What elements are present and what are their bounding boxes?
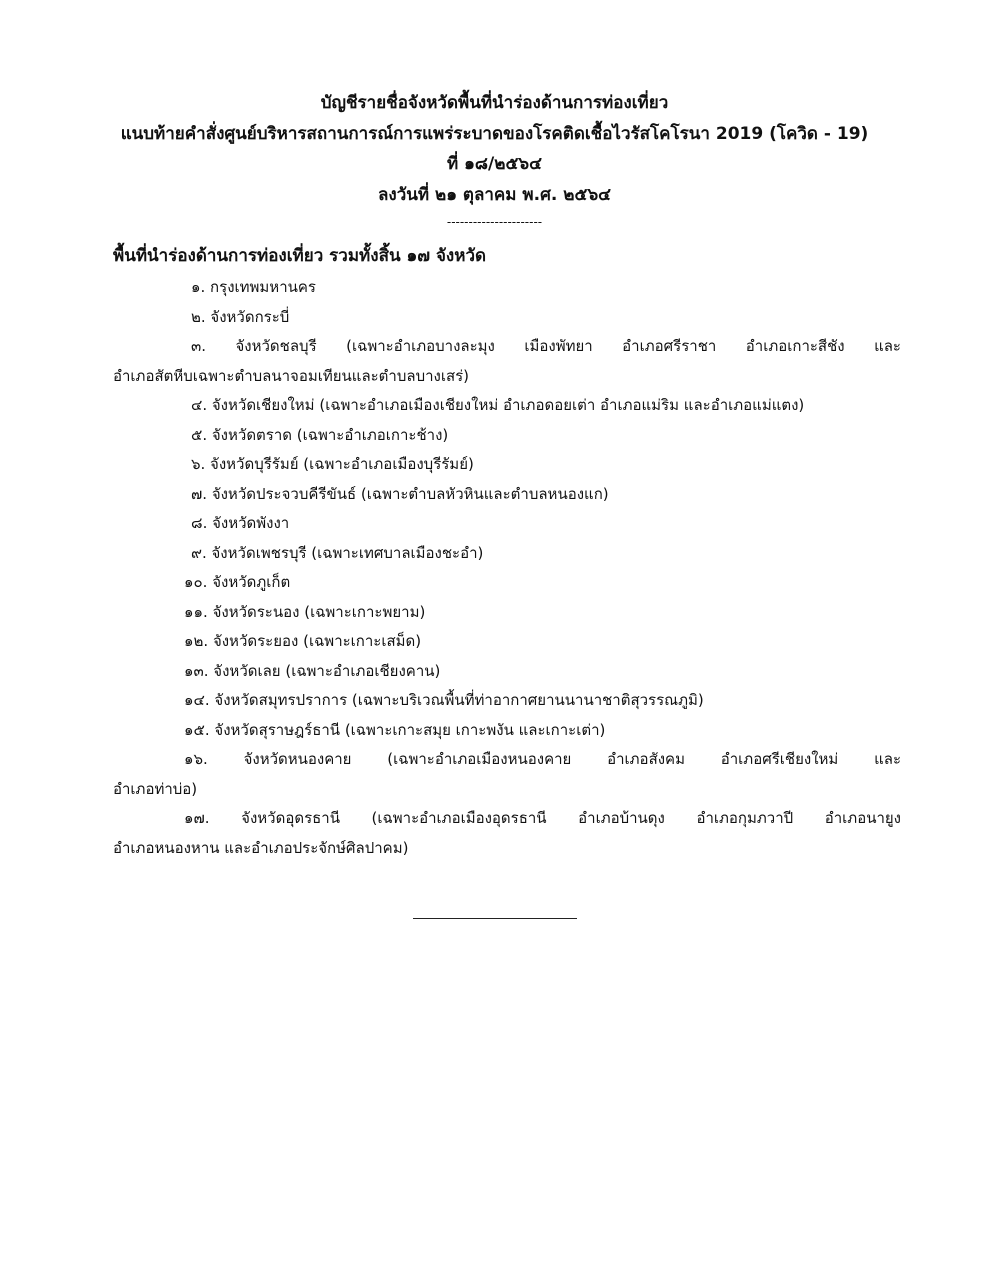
list-item-10: ๑๐. จังหวัดภูเก็ต [184,573,291,591]
list-item-16: ๑๖. จังหวัดหนองคาย (เฉพาะอำเภอเมืองหนองคาย อำเภอสังคม อำเภอศรีเชียงใหม่ และ [184,750,901,768]
header-separator: ---------------------- [446,215,543,229]
list-item-17: ๑๗. จังหวัดอุดรธานี (เฉพาะอำเภอเมืองอุดรธานี อำเภอบ้านดุง อำเภอกุมภวาปี อำเภอนายูง [184,809,901,827]
list-item-2: ๒. จังหวัดกระบี่ [191,307,290,326]
province-list [113,273,901,863]
order-number: ที่ ๑๘/๒๕๖๔ [447,154,542,174]
list-item-12: ๑๒. จังหวัดระยอง (เฉพาะเกาะเสม็ด) [184,632,422,650]
document-title: บัญชีรายชื่อจังหวัดพื้นที่นำร่องด้านการท่องเที่ยว [320,93,669,113]
list-item-9: ๙. จังหวัดเพชรบุรี (เฉพาะเทศบาลเมืองชะอำ) [191,543,484,562]
end-rule [413,918,577,919]
list-item-4: ๔. จังหวัดเชียงใหม่ (เฉพาะอำเภอเมืองเชียงใหม่ อำเภอดอยเต่า อำเภอแม่ริม และอำเภอแม่แตง) [191,396,805,414]
list-item-17-continuation: อำเภอหนองหาน และอำเภอประจักษ์ศิลปาคม) [113,838,409,857]
list-item-1: ๑. กรุงเทพมหานคร [191,278,316,296]
list-item-13: ๑๓. จังหวัดเลย (เฉพาะอำเภอเชียงคาน) [184,661,441,680]
list-item-7: ๗. จังหวัดประจวบคีรีขันธ์ (เฉพาะตำบลหัวหินและตำบลหนองแก) [191,484,609,503]
order-date: ลงวันที่ ๒๑ ตุลาคม พ.ศ. ๒๕๖๔ [378,185,611,205]
list-item-6: ๖. จังหวัดบุรีรัมย์ (เฉพาะอำเภอเมืองบุรีรัมย์) [191,455,474,473]
list-item-3: ๓. จังหวัดชลบุรี (เฉพาะอำเภอบางละมุง เมืองพัทยา อำเภอศรีราชา อำเภอเกาะสีชัง และ [191,337,901,355]
list-item-5: ๕. จังหวัดตราด (เฉพาะอำเภอเกาะช้าง) [191,425,449,444]
section-heading: พื้นที่นำร่องด้านการท่องเที่ยว รวมทั้งสิ้น ๑๗ จังหวัด [113,246,487,266]
list-item-16-continuation: อำเภอท่าบ่อ) [113,779,198,798]
document-subtitle: แนบท้ายคำสั่งศูนย์บริหารสถานการณ์การแพร่ระบาดของโรคติดเชื้อไวรัสโคโรนา 2019 (โควิด - 19) [120,124,869,144]
list-item-15: ๑๕. จังหวัดสุราษฎร์ธานี (เฉพาะเกาะสมุย เกาะพงัน และเกาะเต่า) [184,720,606,739]
list-item-3-continuation: อำเภอสัตหีบเฉพาะตำบลนาจอมเทียนและตำบลบางเสร่) [113,366,470,385]
list-item-11: ๑๑. จังหวัดระนอง (เฉพาะเกาะพยาม) [184,602,426,621]
list-item-14: ๑๔. จังหวัดสมุทรปราการ (เฉพาะบริเวณพื้นที่ท่าอากาศยานนานาชาติสุวรรณภูมิ) [184,691,704,709]
list-item-8: ๘. จังหวัดพังงา [191,514,290,532]
